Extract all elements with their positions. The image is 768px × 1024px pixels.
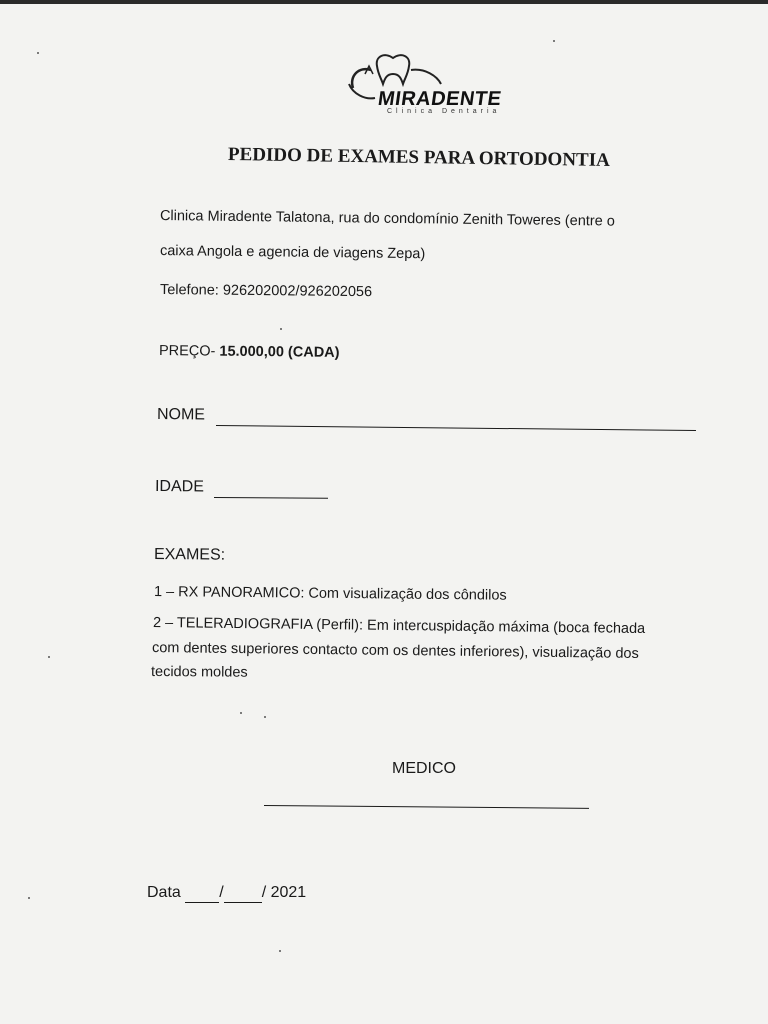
telefone-line [160, 282, 372, 300]
address-line-2: caixa Angola e agencia de viagens Zepa) [159, 243, 426, 263]
telefone-value: 926202002/926202056 [222, 282, 373, 301]
clinic-logo [345, 48, 545, 118]
scan-speck [28, 897, 30, 899]
address-line-1: Clinica Miradente Talatona, rua do condomínio Zenith Toweres (entre o [159, 208, 615, 230]
data-month-field[interactable] [224, 884, 262, 903]
exame-2-name: TELERADIOGRAFIA (Perfil): [176, 615, 364, 634]
scan-speck [240, 712, 242, 714]
scan-speck [279, 950, 281, 952]
exames-label: EXAMES: [153, 546, 226, 564]
telefone-label: Telefone: [159, 282, 219, 299]
data-year: 2021 [270, 884, 307, 901]
data-day-field[interactable] [185, 884, 219, 903]
exame-2-description: Em intercuspidação máxima (boca fechada [366, 617, 646, 638]
idade-label: IDADE [154, 478, 204, 496]
exame-2-line-1 [153, 615, 645, 637]
exame-1 [154, 584, 507, 604]
exame-2-line-2: com dentes superiores contacto com os dentes inferiores), visualização dos [151, 640, 639, 662]
scan-top-edge [0, 0, 768, 4]
brand-subtitle: Clinica Dentaria [387, 108, 501, 115]
nome-field-line[interactable] [216, 425, 696, 431]
exame-1-description: Com visualização dos côndilos [308, 585, 507, 604]
brand-name: MIRADENTE [376, 88, 504, 110]
nome-label: NOME [156, 406, 206, 424]
scan-speck [280, 328, 282, 330]
medico-label: MEDICO [392, 760, 456, 777]
scan-speck [37, 52, 39, 54]
scan-speck [264, 716, 266, 718]
preco-value: 15.000,00 (CADA) [219, 343, 340, 361]
data-separator-2: / [261, 884, 267, 901]
exame-1-name: RX PANORAMICO: [178, 584, 305, 602]
idade-field-line[interactable] [214, 497, 328, 499]
data-line [147, 884, 306, 903]
scan-speck [48, 656, 50, 658]
document-title: PEDIDO DE EXAMES PARA ORTODONTIA [227, 144, 610, 171]
data-label: Data [147, 884, 181, 901]
exame-2-number: 2 – [152, 615, 174, 632]
data-separator-1: / [219, 884, 224, 901]
exame-1-number: 1 – [153, 584, 175, 601]
scan-speck [553, 40, 555, 42]
preco-line [159, 343, 340, 361]
exame-2-line-3: tecidos moldes [150, 664, 248, 681]
medico-signature-line[interactable] [264, 805, 589, 809]
preco-label: PREÇO- [158, 343, 216, 360]
